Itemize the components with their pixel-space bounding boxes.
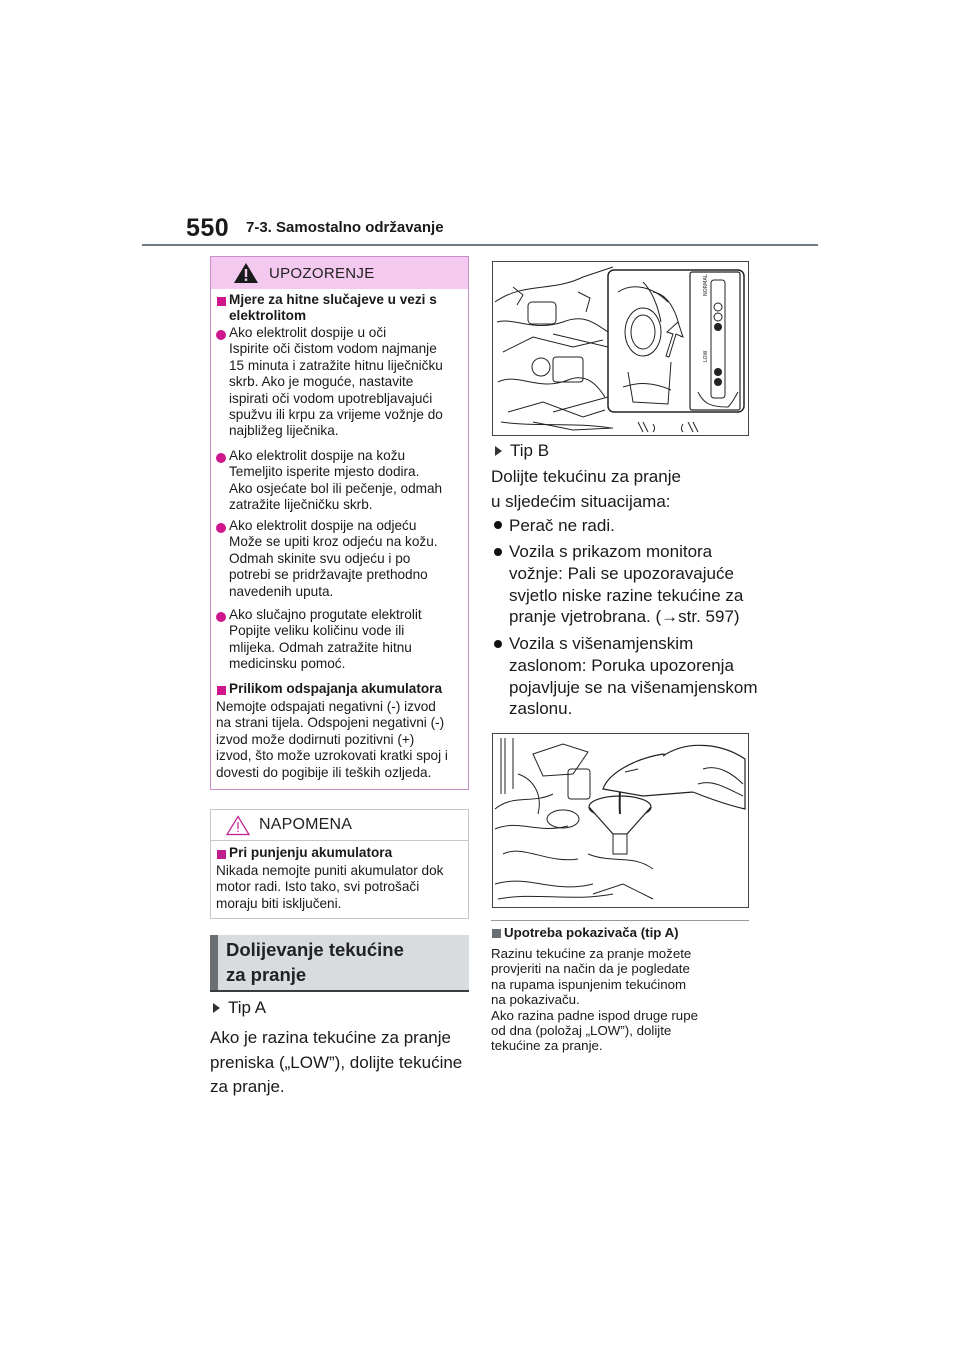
square-bullet-icon — [217, 297, 226, 306]
warning-heading-electrolyte: Mjere za hitne slučajeve u vezi s elektrolitom — [229, 292, 437, 324]
notice-divider — [211, 840, 468, 841]
caution-triangle-icon — [226, 815, 250, 836]
page-number: 550 — [186, 214, 230, 242]
type-a-label: Tip A — [228, 998, 267, 1017]
gauge-label-low: LOW — [703, 350, 709, 362]
triangle-bullet-icon — [495, 446, 502, 456]
warning-item-swallow: Ako slučajno progutate elektrolit Popijte veliku količinu vode ili mlijeka. Odmah zatražite hitnu medicinsku pomoć. — [229, 607, 422, 672]
indicator-text: Razinu tekućine za pranje možete provjeriti na način da je pogledate na rupama ispunjenim tekućinom na pokazivaču. Ako razina padne ispod druge rupe od dna (položaj „LOW”), dolijte tekućine za pranje. — [491, 946, 698, 1054]
notice-title: NAPOMENA — [259, 816, 353, 833]
heading-accent-bar — [210, 935, 218, 990]
funnel-pouring-illustration — [493, 734, 748, 907]
square-bullet-icon — [217, 850, 226, 859]
type-b-label: Tip B — [510, 441, 550, 460]
type-b-bullet-2: Vozila s prikazom monitora vožnje: Pali se upozoravajuće svjetlo niske razine tekućine za pranje vjetrobrana. (→str. 597) — [509, 542, 744, 627]
figure-washer-reservoir-type-a — [492, 261, 749, 436]
notice-text: Nikada nemojte puniti akumulator dok motor radi. Isto tako, svi potrošači moraju biti isključeni. — [216, 863, 444, 911]
triangle-bullet-icon — [213, 1003, 220, 1013]
warning-title: UPOZORENJE — [269, 265, 375, 282]
type-b-intro: Dolijte tekućinu za pranje u sljedećim situacijama: — [491, 467, 681, 511]
round-bullet-icon — [216, 453, 226, 463]
square-bullet-icon — [492, 929, 501, 938]
indicator-heading: Upotreba pokazivača (tip A) — [504, 925, 679, 940]
bullet-dot-icon — [494, 548, 502, 556]
warning-item-skin: Ako elektrolit dospije na kožu Temeljito isperite mjesto dodira. Ako osjećate bol ili pečenje, odmah zatražite liječničku skrb. — [229, 448, 443, 513]
warning-triangle-icon — [233, 262, 259, 284]
section-title: 7-3. Samostalno održavanje — [246, 219, 444, 236]
gauge-label-normal: NORMAL — [703, 274, 709, 296]
warning-box — [210, 256, 469, 790]
warning-heading-disconnect: Prilikom odspajanja akumulatora — [229, 681, 443, 696]
bullet-dot-icon — [494, 640, 502, 648]
warning-item-eyes: Ako elektrolit dospije u oči Ispirite oči čistom vodom najmanje 15 minuta i zatražite hitnu liječničku skrb. Ako je moguće, nastavite ispirati oči vodom upotrebljavajući spužvu ili krpu za vrijeme vožnje do najbližeg liječnika. — [229, 325, 443, 439]
header-divider — [142, 244, 818, 246]
notice-heading: Pri punjenju akumulatora — [229, 845, 393, 860]
warning-item-clothing: Ako elektrolit dospije na odjeću Može se upiti kroz odjeću na kožu. Odmah skinite svu odjeću i po potrebi se pridržavajte prethodno navedenih uputa. — [229, 518, 438, 599]
note-divider — [491, 920, 749, 921]
notice-box — [210, 809, 469, 919]
square-bullet-icon — [217, 686, 226, 695]
section-heading-washer-fluid — [210, 935, 469, 990]
type-a-text: Ako je razina tekućine za pranje preniska („LOW”), dolijte tekućine za pranje. — [210, 1028, 463, 1096]
type-b-bullet-3: Vozila s višenamjenskim zaslonom: Poruka upozorenja pojavljuje se na višenamjenskom zaslonu. — [509, 634, 758, 719]
round-bullet-icon — [216, 523, 226, 533]
heading-underline — [210, 990, 469, 992]
warning-header — [211, 257, 468, 289]
figure-refilling-washer-fluid — [492, 733, 749, 908]
round-bullet-icon — [216, 612, 226, 622]
round-bullet-icon — [216, 330, 226, 340]
bullet-dot-icon — [494, 521, 502, 529]
engine-bay-illustration — [493, 262, 748, 435]
section-heading-title: Dolijevanje tekućine za pranje — [226, 939, 404, 985]
warning-disconnect-text: Nemojte odspajati negativni (-) izvod na strani tijela. Odspojeni negativni (-) izvod može dodirnuti pozitivni (+) izvod, što može uzrokovati kratki spoj i dovesti do pogibije ili teških ozljeda. — [216, 699, 448, 780]
type-b-bullet-1: Perač ne radi. — [509, 516, 615, 535]
